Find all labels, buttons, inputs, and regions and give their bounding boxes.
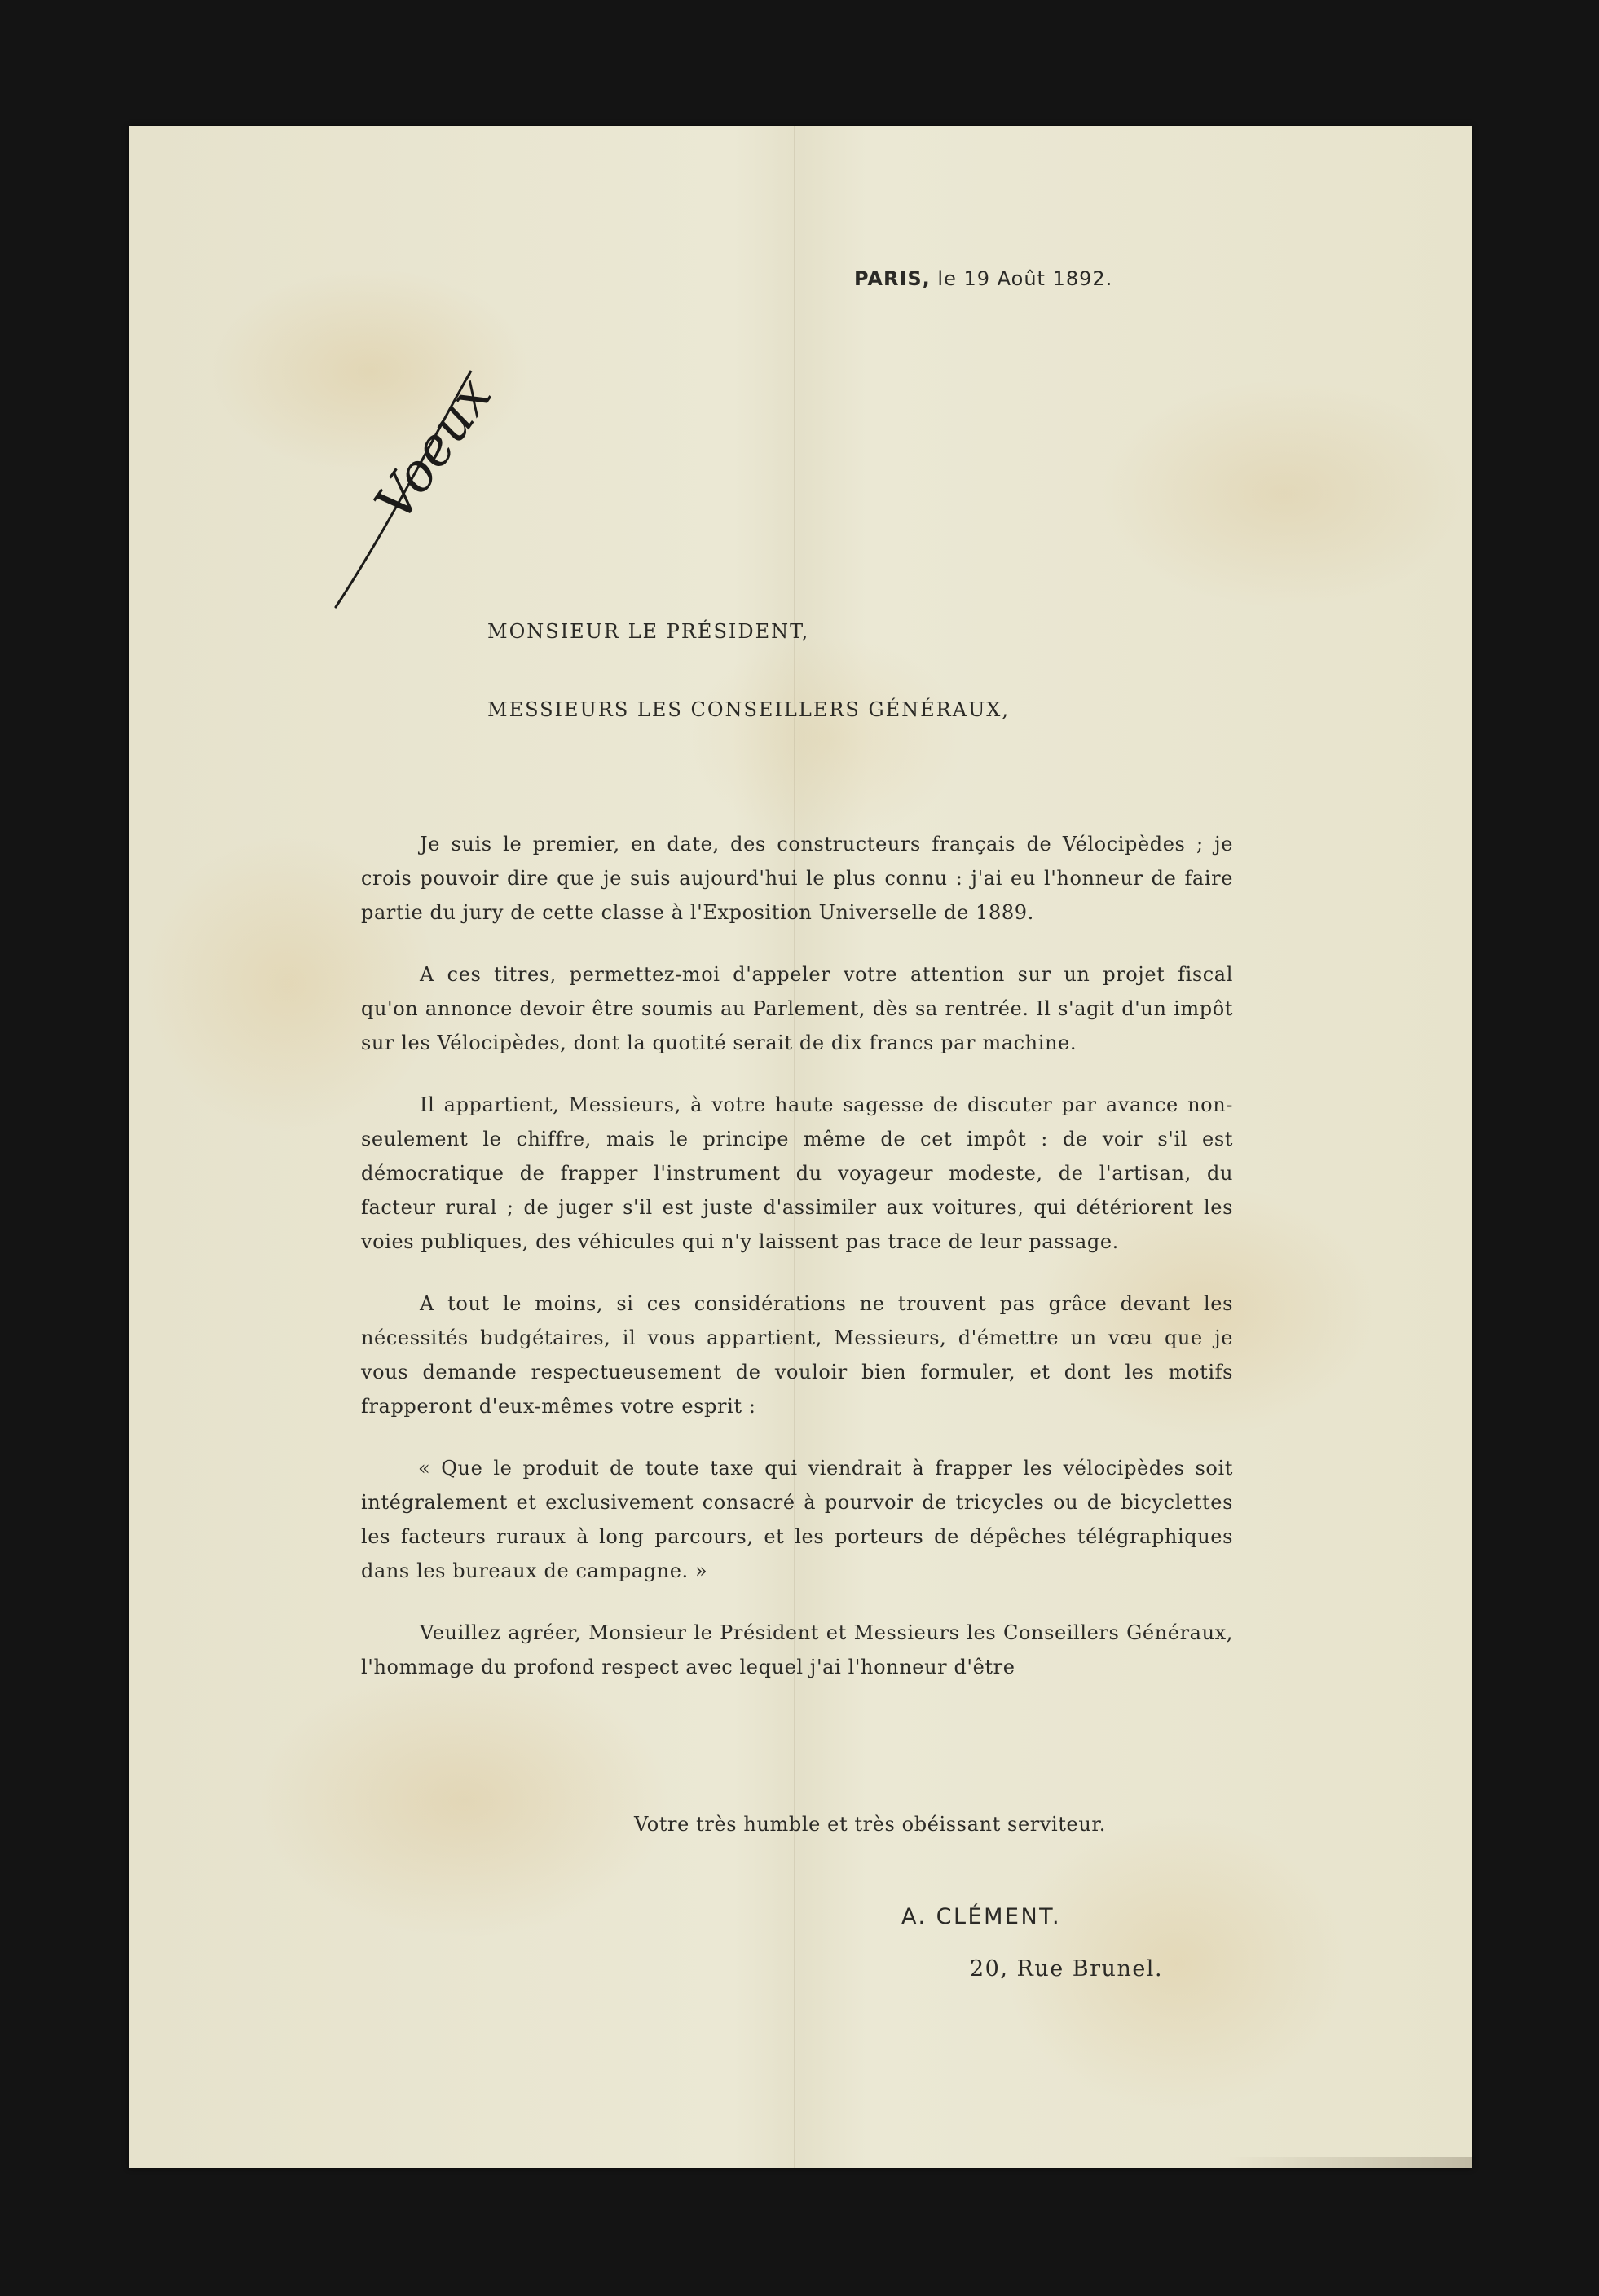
letter-body — [361, 827, 1233, 1712]
body-paragraph-4: A tout le moins, si ces considérations ne trouvent pas grâce devant les nécessités budgétaires, il vous appartient, Messieurs, d'émettre un vœu que je vous demande respectueusement de vouloir bien formuler, et dont les motifs frapperont d'eux-mêmes votre esprit : — [361, 1292, 1233, 1418]
salutation-councillors: MESSIEURS LES CONSEILLERS GÉNÉRAUX, — [487, 698, 1011, 721]
letter-date — [854, 267, 1112, 290]
body-paragraph-1: Je suis le premier, en date, des constructeurs français de Vélocipèdes ; je crois pouvoir dire que je suis aujourd'hui le plus connu : j'ai eu l'honneur de faire partie du jury de cette classe à l'Exposition Universelle de 1889. — [361, 833, 1233, 924]
body-paragraph-2: A ces titres, permettez-moi d'appeler votre attention sur un projet fiscal qu'on annonce devoir être soumis au Parlement, dès sa rentrée. Il s'agit d'un impôt sur les Vélocipèdes, dont la quotité serait de dix francs par machine. — [361, 963, 1233, 1054]
letter-page — [129, 126, 1472, 2168]
body-paragraph-6: Veuillez agréer, Monsieur le Président et Messieurs les Conseillers Généraux, l'hommage du profond respect avec lequel j'ai l'honneur d'être — [361, 1621, 1233, 1678]
annotation-word: Voeux — [363, 367, 504, 532]
date-rest: le 19 Août 1892. — [930, 267, 1113, 290]
sender-address: 20, Rue Brunel. — [970, 1956, 1164, 1982]
date-city: PARIS, — [854, 267, 931, 290]
closing-formula: Votre très humble et très obéissant serviteur. — [634, 1813, 1107, 1836]
body-paragraph-3: Il appartient, Messieurs, à votre haute sagesse de discuter par avance non-seulement le chiffre, mais le principe même de cet impôt : de voir s'il est démocratique de frapper l'instrument du voyageur modeste, de l'artisan, du facteur rural ; de juger s'il est juste d'assimiler aux voitures, qui détériorent les voies publiques, des véhicules qui n'y laissent pas trace de leur passage. — [361, 1093, 1233, 1253]
paper-edge-shadow — [1227, 2157, 1472, 2168]
handwritten-annotation — [333, 363, 528, 656]
salutation-president: MONSIEUR LE PRÉSIDENT, — [487, 620, 810, 643]
body-quote: « Que le produit de toute taxe qui viendrait à frapper les vélocipèdes soit intégralement et exclusivement consacré à pourvoir de tricycles ou de bicyclettes les facteurs ruraux à long parcours, et les porteurs de dépêches télégraphiques dans les bureaux de campagne. » — [361, 1457, 1233, 1582]
signature: A. CLÉMENT. — [901, 1904, 1062, 1929]
